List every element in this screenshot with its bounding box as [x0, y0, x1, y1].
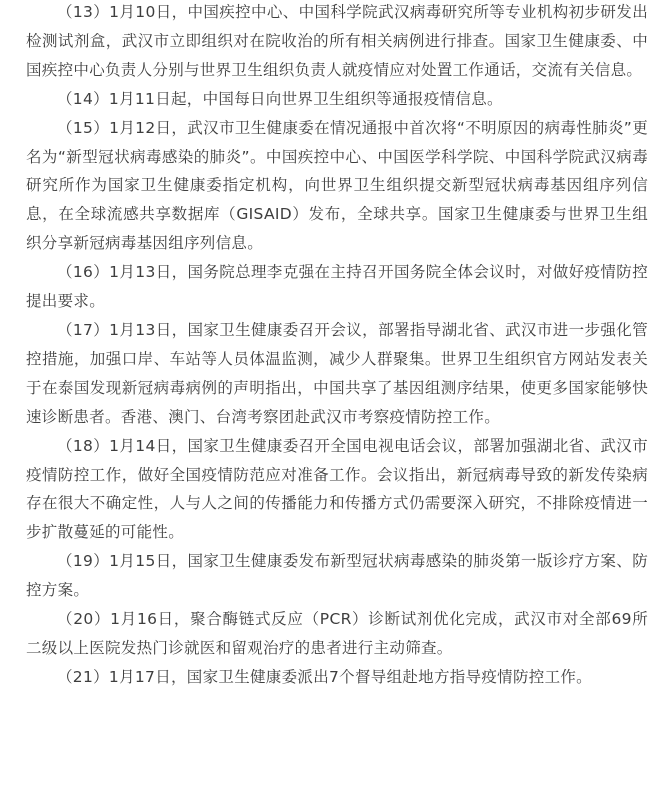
article-body [26, 0, 648, 692]
paragraph-17: （17）1月13日，国家卫生健康委召开会议，部署指导湖北省、武汉市进一步强化管控措施，加强口岸、车站等人员体温监测，减少人群聚集。世界卫生组织官方网站发表关于在泰国发现新冠病毒病例的声明指出，中国共享了基因组测序结果，使更多国家能够快速诊断患者。香港、澳门、台湾考察团赴武汉市考察疫情防控工作。 [26, 320, 648, 426]
paragraph-19: （19）1月15日，国家卫生健康委发布新型冠状病毒感染的肺炎第一版诊疗方案、防控方案。 [26, 552, 648, 600]
paragraph-21: （21）1月17日，国家卫生健康委派出7个督导组赴地方指导疫情防控工作。 [57, 667, 592, 686]
paragraph-15: （15）1月12日，武汉市卫生健康委在情况通报中首次将“不明原因的病毒性肺炎”更名为“新型冠状病毒感染的肺炎”。中国疾控中心、中国医学科学院、中国科学院武汉病毒研究所作为国家卫生健康委指定机构，向世界卫生组织提交新型冠状病毒基因组序列信息，在全球流感共享数据库（GISAID）发布，全球共享。国家卫生健康委与世界卫生组织分享新冠病毒基因组序列信息。 [26, 118, 648, 253]
paragraph-13: （13）1月10日，中国疾控中心、中国科学院武汉病毒研究所等专业机构初步研发出检测试剂盒，武汉市立即组织对在院收治的所有相关病例进行排查。国家卫生健康委、中国疾控中心负责人分别与世界卫生组织负责人就疫情应对处置工作通话，交流有关信息。 [26, 3, 648, 79]
paragraph-16: （16）1月13日，国务院总理李克强在主持召开国务院全体会议时，对做好疫情防控提出要求。 [26, 263, 648, 311]
paragraph-20: （20）1月16日，聚合酶链式反应（PCR）诊断试剂优化完成，武汉市对全部69所二级以上医院发热门诊就医和留观治疗的患者进行主动筛查。 [26, 610, 648, 657]
paragraph-14: （14）1月11日起，中国每日向世界卫生组织等通报疫情信息。 [57, 89, 503, 108]
paragraph-18: （18）1月14日，国家卫生健康委召开全国电视电话会议，部署加强湖北省、武汉市疫情防控工作，做好全国疫情防范应对准备工作。会议指出，新冠病毒导致的新发传染病存在很大不确定性，人与人之间的传播能力和传播方式仍需要深入研究，不排除疫情进一步扩散蔓延的可能性。 [26, 436, 648, 542]
